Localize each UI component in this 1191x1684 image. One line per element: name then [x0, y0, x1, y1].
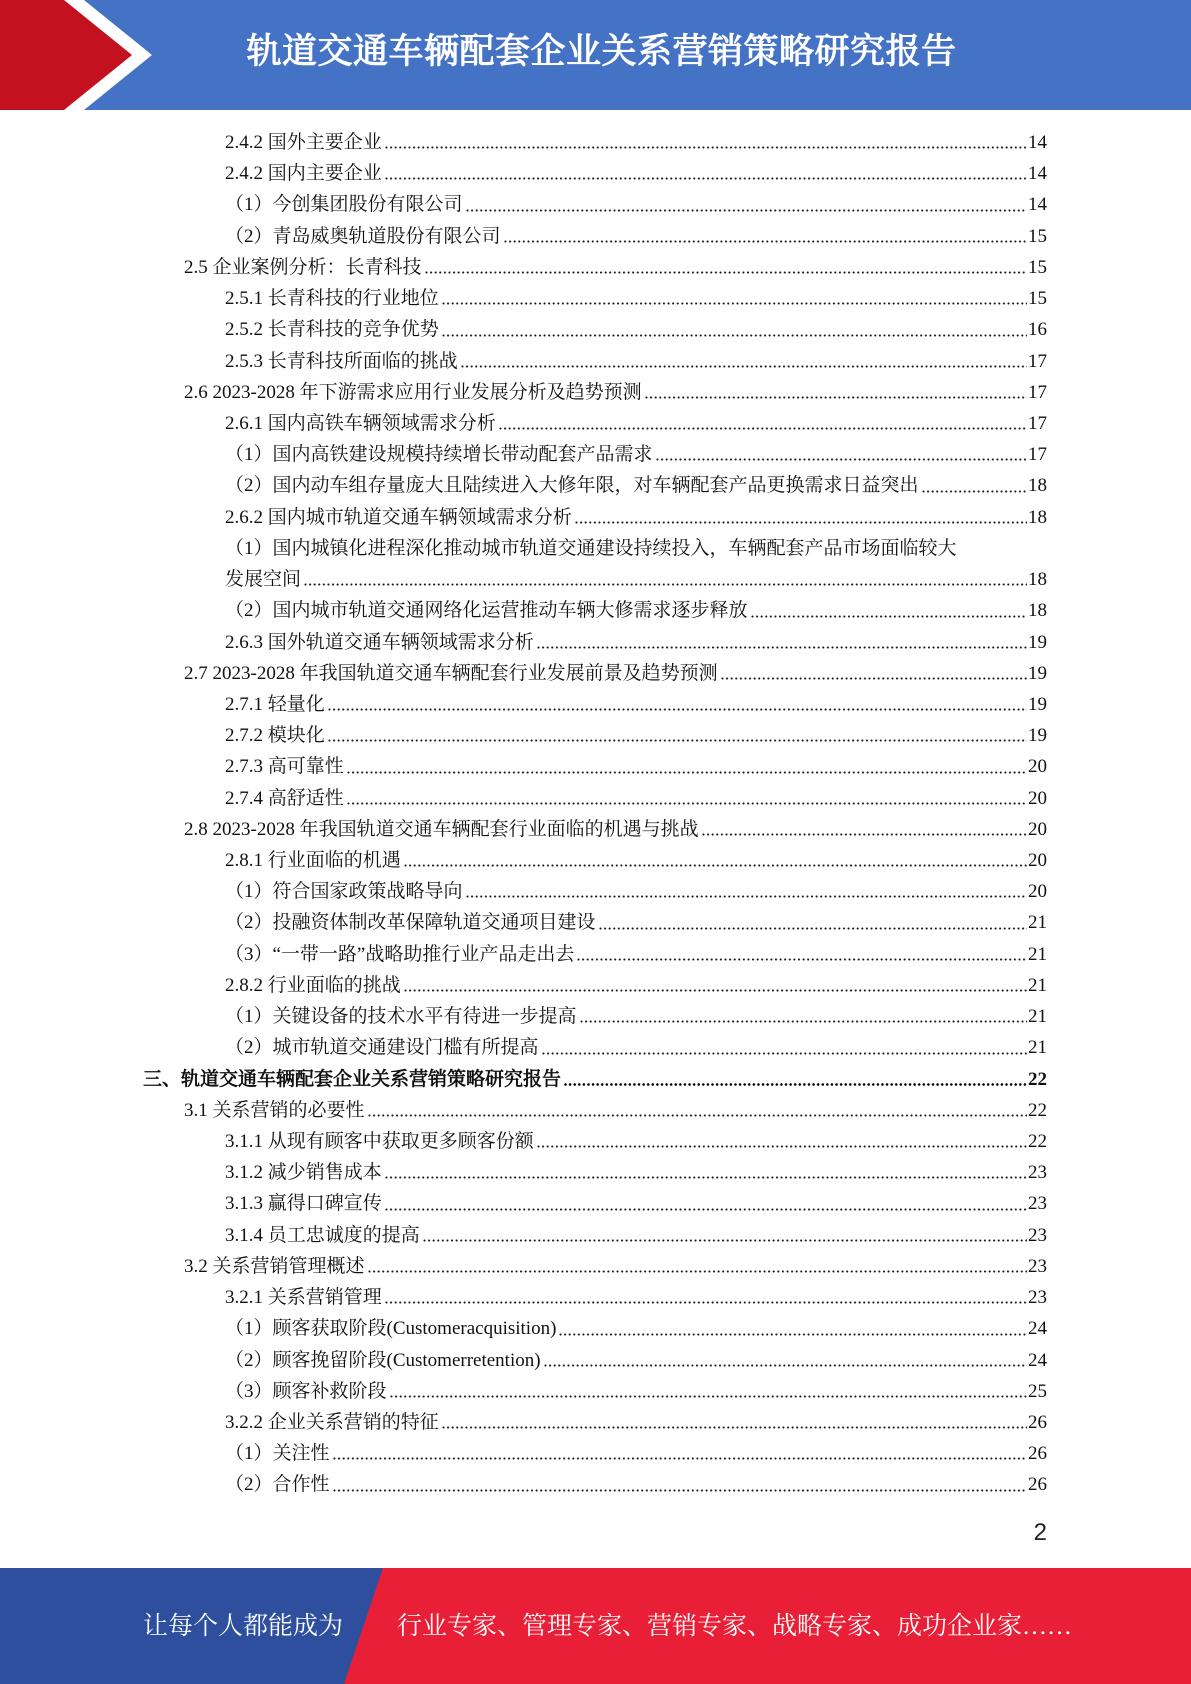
toc-entry-title: 2.8 2023-2028 年我国轨道交通车辆配套行业面临的机遇与挑战	[184, 818, 699, 840]
toc-entry-page-number: 26	[1028, 1411, 1047, 1433]
toc-entry-title: （3）顾客补救阶段	[225, 1380, 387, 1402]
toc-dot-leader	[347, 771, 1027, 774]
toc-entry-title: 3.1.2 减少销售成本	[225, 1162, 382, 1184]
toc-dot-leader	[922, 490, 1027, 493]
toc-entry-title: 2.4.2 国内主要企业	[225, 163, 382, 185]
toc-dot-leader	[404, 864, 1027, 867]
toc-dot-leader	[564, 1083, 1027, 1086]
footer-slogan-roles: 行业专家、管理专家、营销专家、战略专家、成功企业家……	[397, 1613, 1073, 1640]
toc-entry-page-number: 14	[1028, 163, 1047, 185]
toc-entry-title: 2.7.3 高可靠性	[225, 756, 344, 778]
toc-entry-page-number: 20	[1028, 850, 1047, 872]
toc-entry-page-number: 24	[1028, 1318, 1047, 1340]
toc-entry-page-number: 26	[1028, 1474, 1047, 1496]
toc-entry[interactable]	[0, 939, 1191, 970]
toc-entry-title: （2）顾客挽留阶段(Customerretention)	[225, 1349, 541, 1371]
toc-dot-leader	[751, 615, 1027, 618]
toc-entry-page-number: 20	[1028, 787, 1047, 809]
toc-entry-page-number: 21	[1028, 1006, 1047, 1028]
toc-entry[interactable]	[0, 1188, 1191, 1219]
toc-dot-leader	[385, 146, 1027, 149]
toc-entry-page-number: 21	[1028, 912, 1047, 934]
toc-dot-leader	[333, 1457, 1027, 1460]
toc-entry-title: 3.2 关系营销管理概述	[184, 1255, 365, 1277]
toc-entry-page-number: 18	[1028, 600, 1047, 622]
toc-entry-title: 2.7.1 轻量化	[225, 693, 325, 715]
toc-entry[interactable]	[0, 1064, 1191, 1095]
toc-entry-title: （2）合作性	[225, 1474, 330, 1496]
toc-entry[interactable]	[0, 221, 1191, 252]
toc-dot-leader	[385, 1176, 1027, 1179]
toc-entry-page-number: 20	[1028, 756, 1047, 778]
toc-entry-page-number: 21	[1028, 974, 1047, 996]
toc-entry-page-number: 20	[1028, 881, 1047, 903]
toc-entry-title: （1）今创集团股份有限公司	[225, 194, 463, 216]
toc-entry[interactable]	[0, 1157, 1191, 1188]
toc-dot-leader	[368, 1114, 1027, 1117]
toc-entry[interactable]	[0, 627, 1191, 658]
toc-entry[interactable]	[0, 1282, 1191, 1313]
toc-entry[interactable]	[0, 408, 1191, 439]
toc-entry-page-number: 23	[1028, 1255, 1047, 1277]
toc-entry[interactable]	[0, 346, 1191, 377]
toc-entry[interactable]	[0, 1438, 1191, 1469]
toc-entry-page-number: 22	[1028, 1068, 1047, 1090]
toc-dot-leader	[645, 396, 1027, 399]
toc-dot-leader	[333, 1489, 1027, 1492]
toc-entry-title: 3.2.1 关系营销管理	[225, 1287, 382, 1309]
toc-dot-leader	[504, 240, 1027, 243]
toc-entry-title: （1）关键设备的技术水平有待进一步提高	[225, 1006, 577, 1028]
toc-entry[interactable]	[0, 377, 1191, 408]
header-banner	[0, 0, 1191, 110]
toc-entry-title: 2.4.2 国外主要企业	[225, 132, 382, 153]
toc-dot-leader	[304, 583, 1027, 586]
toc-entry-title: 2.7.4 高舒适性	[225, 787, 344, 809]
toc-entry-page-number: 23	[1028, 1162, 1047, 1184]
toc-entry-page-number: 23	[1028, 1193, 1047, 1215]
toc-entry-title: （3）“一带一路”战略助推行业产品走出去	[225, 943, 575, 965]
toc-entry-title: 2.6.2 国内城市轨道交通车辆领域需求分析	[225, 506, 572, 528]
toc-entry-title: 3.1.3 赢得口碑宣传	[225, 1193, 382, 1215]
toc-entry-title: 2.5.3 长青科技所面临的挑战	[225, 350, 458, 372]
toc-dot-leader	[702, 833, 1027, 836]
toc-dot-leader	[721, 677, 1027, 680]
toc-entry-title: 2.5.1 长青科技的行业地位	[225, 288, 439, 310]
toc-entry-page-number: 16	[1028, 319, 1047, 341]
toc-entry-page-number: 17	[1028, 444, 1047, 466]
toc-entry[interactable]	[0, 658, 1191, 689]
toc-entry-page-number: 15	[1028, 256, 1047, 278]
toc-entry[interactable]	[0, 1251, 1191, 1282]
toc-entry-page-number: 19	[1028, 662, 1047, 684]
toc-entry[interactable]	[0, 814, 1191, 845]
toc-entry-page-number: 18	[1028, 475, 1047, 497]
report-title: 轨道交通车辆配套企业关系营销策略研究报告	[246, 32, 957, 71]
toc-entry-page-number: 20	[1028, 818, 1047, 840]
toc-dot-leader	[466, 209, 1027, 212]
toc-dot-leader	[656, 458, 1027, 461]
toc-entry-title: 2.7.2 模块化	[225, 725, 325, 747]
toc-dot-leader	[461, 365, 1027, 368]
toc-entry-wrapped-line[interactable]	[0, 533, 1191, 564]
toc-entry-title: 3.1.4 员工忠诚度的提高	[225, 1224, 420, 1246]
toc-entry-title: 3.1.1 从现有顾客中获取更多顾客份额	[225, 1131, 534, 1152]
toc-entry[interactable]	[0, 502, 1191, 533]
toc-entry-page-number: 22	[1028, 1131, 1047, 1152]
toc-dot-leader	[328, 708, 1027, 711]
toc-entry[interactable]	[0, 1001, 1191, 1032]
toc-dot-leader	[580, 1020, 1027, 1023]
toc-entry-title: （2）青岛威奥轨道股份有限公司	[225, 225, 501, 247]
toc-entry-page-number: 24	[1028, 1349, 1047, 1371]
footer-slogan-lead: 让每个人都能成为	[143, 1613, 344, 1640]
toc-dot-leader	[442, 302, 1027, 305]
toc-dot-leader	[577, 958, 1027, 961]
toc-entry-page-number: 18	[1028, 569, 1047, 591]
toc-entry-title: （2）城市轨道交通建设门槛有所提高	[225, 1037, 539, 1059]
toc-entry-title: （1）国内高铁建设规模持续增长带动配套产品需求	[225, 444, 653, 466]
toc-entry-title: 2.7 2023-2028 年我国轨道交通车辆配套行业发展前景及趋势预测	[184, 662, 718, 684]
toc-dot-leader	[544, 1364, 1027, 1367]
toc-entry-title: 2.5.2 长青科技的竞争优势	[225, 319, 439, 341]
toc-entry[interactable]	[0, 314, 1191, 345]
toc-entry[interactable]	[0, 783, 1191, 814]
toc-entry[interactable]	[0, 720, 1191, 751]
toc-entry[interactable]	[0, 127, 1191, 158]
toc-entry[interactable]	[0, 283, 1191, 314]
toc-entry-page-number: 15	[1028, 288, 1047, 310]
toc-entry-page-number: 14	[1028, 132, 1047, 153]
toc-entry[interactable]	[0, 689, 1191, 720]
toc-entry-page-number: 18	[1028, 506, 1047, 528]
toc-entry-page-number: 21	[1028, 943, 1047, 965]
toc-entry-page-number: 17	[1028, 412, 1047, 434]
toc-entry-title: 三、轨道交通车辆配套企业关系营销策略研究报告	[143, 1068, 562, 1090]
toc-entry-page-number: 22	[1028, 1099, 1047, 1121]
toc-entry[interactable]	[0, 876, 1191, 907]
toc-entry[interactable]	[0, 252, 1191, 283]
toc-dot-leader	[423, 1239, 1027, 1242]
toc-entry[interactable]	[0, 1126, 1191, 1157]
toc-dot-leader	[390, 1395, 1027, 1398]
toc-dot-leader	[537, 1145, 1027, 1148]
toc-entry-title: 2.8.1 行业面临的机遇	[225, 850, 401, 872]
footer-banner	[0, 1568, 1191, 1684]
toc-entry[interactable]	[0, 970, 1191, 1001]
toc-dot-leader	[442, 1426, 1027, 1429]
toc-entry[interactable]	[0, 1313, 1191, 1344]
toc-dot-leader	[347, 802, 1027, 805]
toc-entry-page-number: 25	[1028, 1380, 1047, 1402]
toc-entry-title: 2.6 2023-2028 年下游需求应用行业发展分析及趋势预测	[184, 381, 642, 403]
toc-entry[interactable]	[0, 470, 1191, 501]
toc-entry[interactable]	[0, 1469, 1191, 1500]
page-number: 2	[1033, 1519, 1047, 1546]
toc-entry[interactable]	[0, 189, 1191, 220]
table-of-contents	[0, 127, 1191, 1501]
toc-entry-title: （1）顾客获取阶段(Customeracquisition)	[225, 1318, 557, 1340]
toc-entry-page-number: 19	[1028, 693, 1047, 715]
toc-dot-leader	[442, 334, 1027, 337]
toc-dot-leader	[537, 646, 1027, 649]
toc-entry[interactable]	[0, 1220, 1191, 1251]
toc-entry-title: 3.2.2 企业关系营销的特征	[225, 1411, 439, 1433]
toc-dot-leader	[559, 1333, 1027, 1336]
toc-entry[interactable]	[0, 845, 1191, 876]
toc-entry-page-number: 19	[1028, 725, 1047, 747]
toc-entry-title: （2）投融资体制改革保障轨道交通项目建设	[225, 912, 596, 934]
toc-entry[interactable]	[0, 751, 1191, 782]
toc-entry[interactable]	[0, 1345, 1191, 1376]
toc-dot-leader	[328, 739, 1027, 742]
toc-entry-title: （1）关注性	[225, 1443, 330, 1465]
toc-entry-title: （2）国内动车组存量庞大且陆续进入大修年限，对车辆配套产品更换需求日益突出	[225, 475, 919, 497]
toc-dot-leader	[599, 927, 1027, 930]
toc-entry-page-number: 26	[1028, 1443, 1047, 1465]
toc-entry-page-number: 23	[1028, 1287, 1047, 1309]
toc-entry-page-number: 15	[1028, 225, 1047, 247]
toc-dot-leader	[575, 521, 1027, 524]
toc-entry-page-number: 17	[1028, 381, 1047, 403]
toc-dot-leader	[385, 1301, 1027, 1304]
toc-entry-page-number: 17	[1028, 350, 1047, 372]
toc-entry-title: 2.8.2 行业面临的挑战	[225, 974, 401, 996]
toc-dot-leader	[542, 1052, 1027, 1055]
toc-entry-page-number: 14	[1028, 194, 1047, 216]
toc-dot-leader	[368, 1270, 1027, 1273]
toc-entry-title: 2.5 企业案例分析：长青科技	[184, 256, 422, 278]
toc-entry[interactable]	[0, 158, 1191, 189]
toc-entry-page-number: 21	[1028, 1037, 1047, 1059]
toc-entry-title: 2.6.3 国外轨道交通车辆领域需求分析	[225, 631, 534, 653]
toc-dot-leader	[425, 271, 1027, 274]
toc-entry-title: （1）符合国家政策战略导向	[225, 881, 463, 903]
toc-entry-page-number: 23	[1028, 1224, 1047, 1246]
toc-entry-title: （1）国内城镇化进程深化推动城市轨道交通建设持续投入，车辆配套产品市场面临较大	[225, 537, 957, 559]
toc-dot-leader	[466, 895, 1027, 898]
toc-entry[interactable]	[0, 595, 1191, 626]
toc-entry-title: 发展空间	[225, 569, 302, 591]
toc-entry[interactable]	[0, 439, 1191, 470]
toc-entry-title: 3.1 关系营销的必要性	[184, 1099, 365, 1121]
toc-entry[interactable]	[0, 1407, 1191, 1438]
toc-entry-title: 2.6.1 国内高铁车辆领域需求分析	[225, 412, 496, 434]
toc-entry[interactable]	[0, 907, 1191, 938]
toc-dot-leader	[385, 177, 1027, 180]
toc-entry[interactable]	[0, 1376, 1191, 1407]
toc-entry[interactable]	[0, 564, 1191, 595]
toc-dot-leader	[499, 427, 1027, 430]
toc-dot-leader	[404, 989, 1027, 992]
toc-entry[interactable]	[0, 1095, 1191, 1126]
toc-entry-page-number: 19	[1028, 631, 1047, 653]
toc-entry[interactable]	[0, 1032, 1191, 1063]
toc-dot-leader	[385, 1208, 1027, 1211]
toc-entry-title: （2）国内城市轨道交通网络化运营推动车辆大修需求逐步释放	[225, 600, 748, 622]
